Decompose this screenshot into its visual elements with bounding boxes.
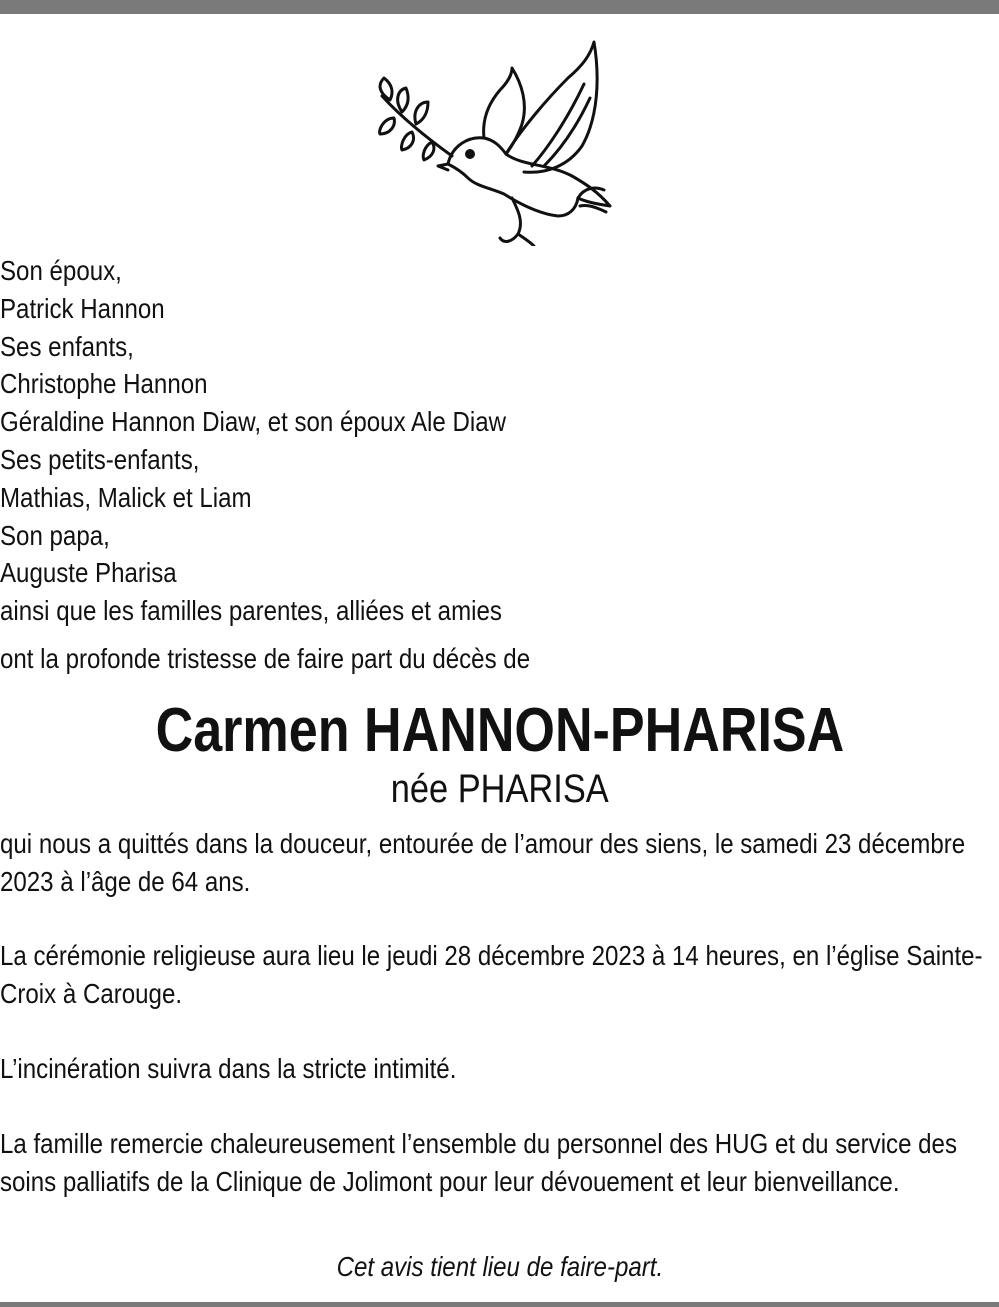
deceased-name: Carmen HANNON-PHARISA — [155, 696, 844, 765]
bottom-rule — [0, 1302, 999, 1307]
paragraph-cremation: L’incinération suivra dans la stricte intimité. — [0, 1053, 457, 1084]
paragraph-ceremony: La cérémonie religieuse aura lieu le jeudi 28 décembre 2023 à 14 heures, en l’église Sainte-Croix à Carouge. — [0, 940, 983, 1009]
announcement-intro: ont la profonde tristesse de faire part du décès de — [0, 643, 531, 674]
family-list — [0, 252, 859, 630]
family-line: Ses petits-enfants, — [0, 443, 200, 475]
maiden-name-block — [0, 766, 999, 812]
top-rule — [0, 0, 999, 14]
family-line: Christophe Hannon — [0, 368, 208, 400]
dove-with-olive-branch-icon — [372, 38, 622, 246]
family-line: ainsi que les familles parentes, alliées et amies — [0, 595, 502, 627]
family-line: Patrick Hannon — [0, 292, 165, 324]
footer-note-block — [0, 1248, 999, 1286]
paragraph-thanks: La famille remercie chaleureusement l’ensemble du personnel des HUG et du service des soins palliatifs de la Clinique de Jolimont pour leur dévouement et leur bienveillance. — [0, 1128, 957, 1197]
family-line: Ses enfants, — [0, 330, 134, 362]
family-line: Auguste Pharisa — [0, 557, 177, 589]
family-line: Mathias, Malick et Liam — [0, 481, 252, 513]
family-line: Son époux, — [0, 255, 122, 286]
paragraph-passing: qui nous a quittés dans la douceur, entourée de l’amour des siens, le samedi 23 décembre 2023 à l’âge de 64 ans. — [0, 828, 966, 897]
family-line: Géraldine Hannon Diaw, et son époux Ale Diaw — [0, 406, 506, 438]
maiden-name: née PHARISA — [390, 767, 609, 811]
family-line: Son papa, — [0, 519, 110, 551]
footer-note: Cet avis tient lieu de faire-part. — [336, 1251, 663, 1282]
deceased-name-block — [0, 696, 999, 766]
